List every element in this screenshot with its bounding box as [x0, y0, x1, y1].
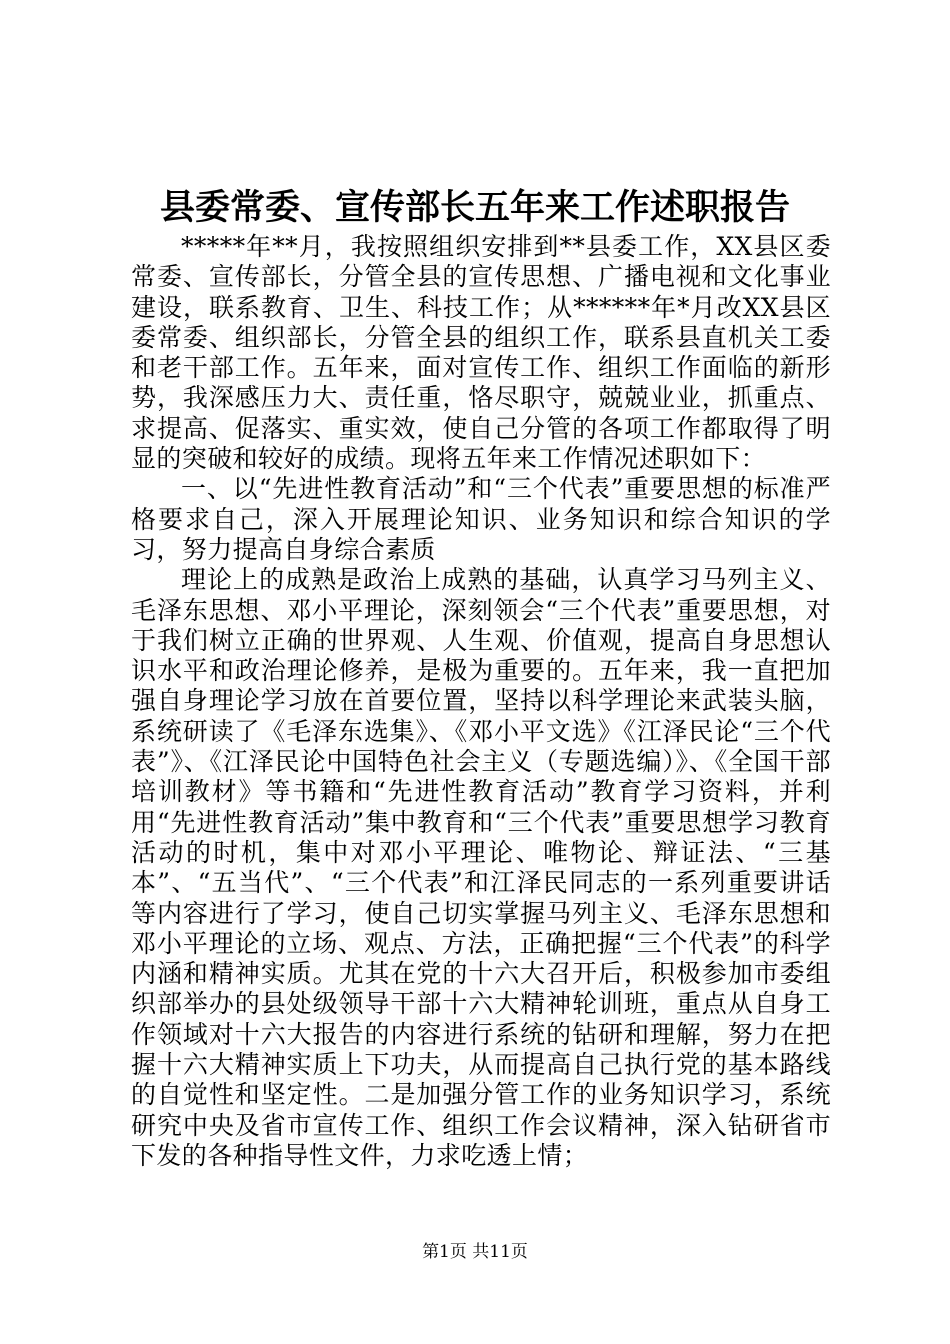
paragraph-theory-study: 理论上的成熟是政治上成熟的基础，认真学习马列主义、毛泽东思想、邓小平理论，深刻领会“三个代表”重要思想，对于我们树立正确的世界观、人生观、价值观，提高自身思想认识水平和政治理论修养，是极为重要的。五年来，我一直把加强自身理论学习放在首要位置，坚持以科学理论来武装头脑，系统研读了《毛泽东选集》、《邓小平文选》《江泽民论“三个代表”》、《江泽民论中国特色社会主义（专题选编）》、《全国干部培训教材》等书籍和“先进性教育活动”教育学习资料，并利用“先进性教育活动”集中教育和“三个代表”重要思想学习教育活动的时机，集中对邓小平理论、唯物论、辩证法、“三基本”、“五当代”、“三个代表”和江泽民同志的一系列重要讲话等内容进行了学习，使自己切实掌握马列主义、毛泽东思想和邓小平理论的立场、观点、方法，正确把握“三个代表”的科学内涵和精神实质。尤其在党的十六大召开后，积极参加市委组织部举办的县处级领导干部十六大精神轮训班，重点从自身工作领域对十六大报告的内容进行系统的钻研和理解，努力在把握十六大精神实质上下功夫，从而提高自己执行党的基本路线的自觉性和坚定性。二是加强分管工作的业务知识学习，系统研究中央及省市宣传工作、组织工作会议精神，深入钻研省市下发的各种指导性文件，力求吃透上情；	[131, 565, 831, 1170]
paragraph-intro: *****年**月，我按照组织安排到**县委工作，XX县区委常委、宣传部长，分管全县的宣传思想、广播电视和文化事业建设，联系教育、卫生、科技工作；从******年*月改XX县区委常委、组织部长，分管全县的组织工作，联系县直机关工委和老干部工作。五年来，面对宣传工作、组织工作面临的新形势，我深感压力大、责任重，恪尽职守，兢兢业业，抓重点、求提高、促落实、重实效，使自己分管的各项工作都取得了明显的突破和较好的成绩。现将五年来工作情况述职如下：	[131, 232, 831, 474]
page-footer: 第1页 共11页	[422, 1242, 528, 1262]
paragraph-section-heading: 一、以“先进性教育活动”和“三个代表”重要思想的标准严格要求自己，深入开展理论知识、业务知识和综合知识的学习，努力提高自身综合素质	[131, 474, 831, 564]
document-title: 县委常委、宣传部长五年来工作述职报告	[159, 187, 790, 228]
document-body	[131, 232, 831, 1171]
